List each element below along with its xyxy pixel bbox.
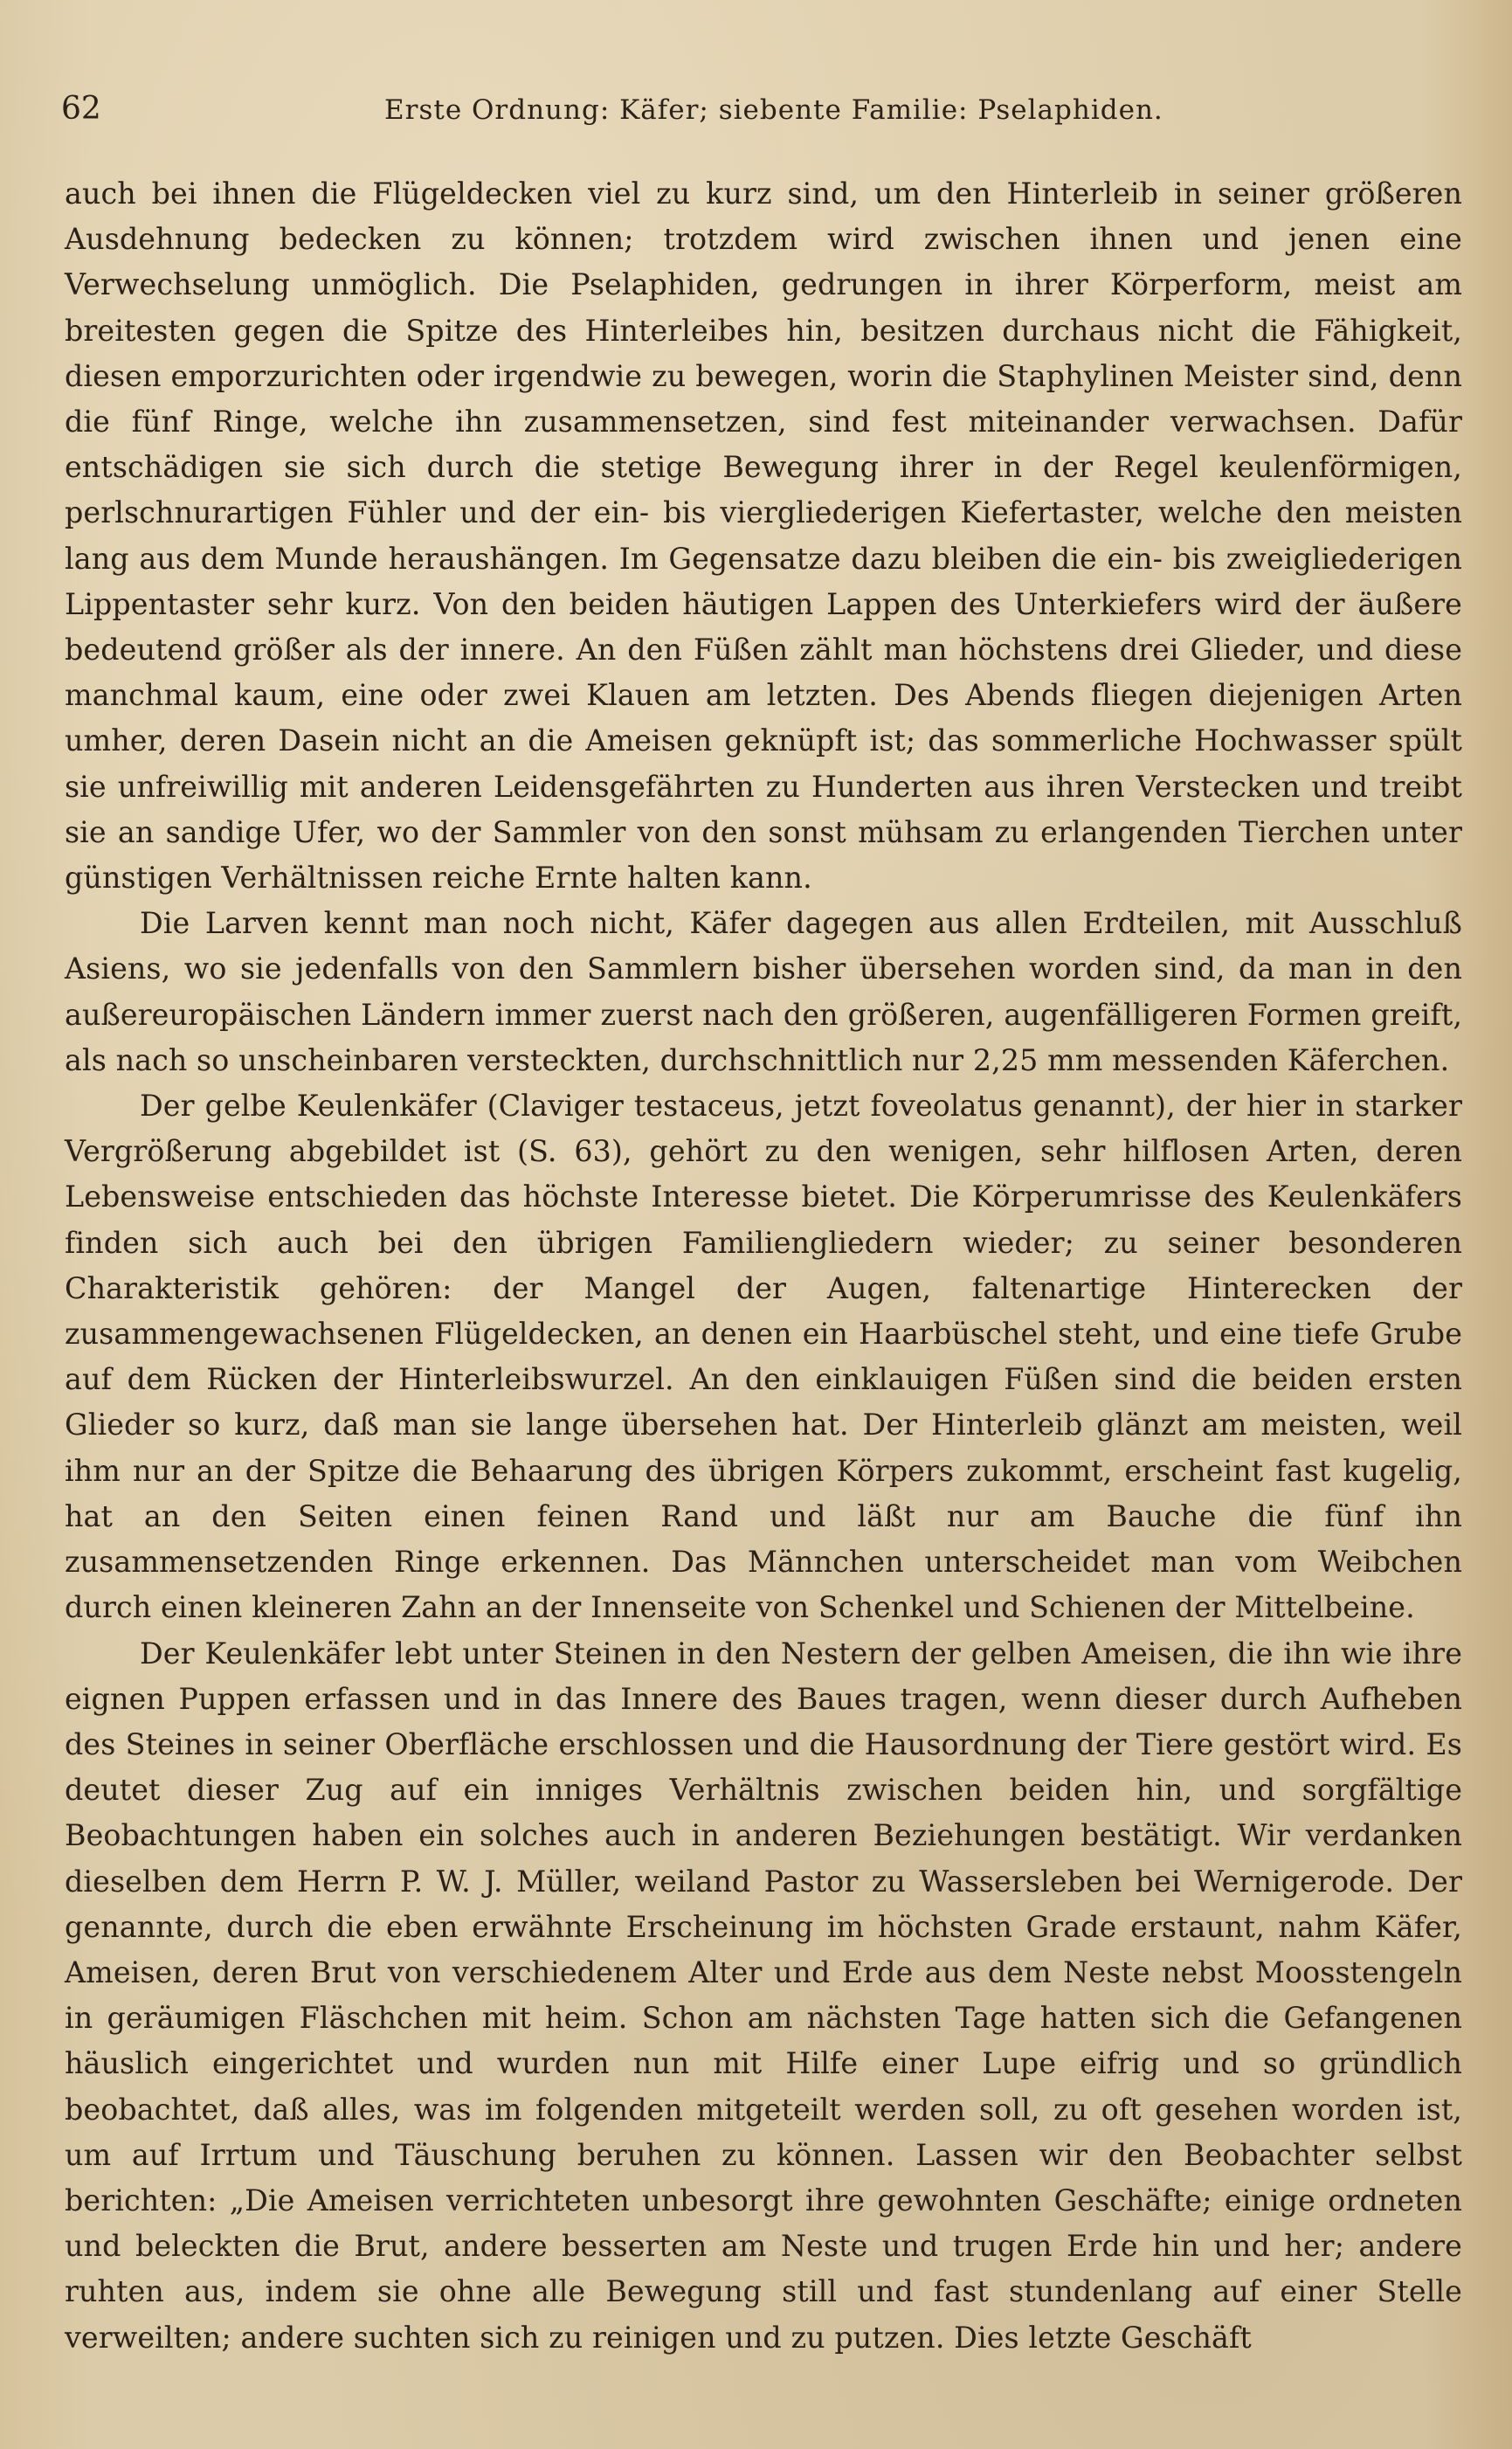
paragraph-larvae-distribution: Die Larven kennt man noch nicht, Käfer dagegen aus allen Erdteilen, mit Ausschluß Asiens, wo sie jedenfalls von den Sammlern bisher übersehen worden sind, da man in den außereuropäischen Ländern immer zuerst nach den größeren, augenfälligeren Formen greift, als nach so unscheinbaren versteckten, durchschnittlich nur 2,25 mm messenden Käferchen. xyxy=(65,906,1462,1077)
paragraph-claviger-behavior: Der Keulenkäfer lebt unter Steinen in den Nestern der gelben Ameisen, die ihn wie ihre eignen Puppen erfassen und in das Innere des Baues tragen, wenn dieser durch Aufheben des Steines in seiner Oberfläche erschlossen und die Hausordnung der Tiere gestört wird. Es deutet dieser Zug auf ein inniges Verhältnis zwischen beiden hin, und sorgfältige Beobachtungen haben ein solches auch in anderen Beziehungen bestätigt. Wir verdanken dieselben dem Herrn P. W. J. Müller, weiland Pastor zu Wassersleben bei Wernigerode. Der genannte, durch die eben erwähnte Erscheinung im höchsten Grade erstaunt, nahm Käfer, Ameisen, deren Brut von verschiedenem Alter und Erde aus dem Neste nebst Moosstengeln in geräumigen Fläschchen mit heim. Schon am nächsten Tage hatten sich die Gefangenen häuslich eingerichtet und wurden nun mit Hilfe einer Lupe eifrig und so gründlich beobachtet, daß alles, was im folgenden mitgeteilt werden soll, zu oft gesehen worden ist, um auf Irrtum und Täuschung beruhen zu können. Lassen wir den Beobachter selbst berichten: „Die Ameisen verrichteten unbesorgt ihre gewohnten Geschäfte; einige ordneten und beleckten die Brut, andere besserten am Neste und trugen Erde hin und her; andere ruhten aus, indem sie ohne alle Bewegung still und fast stundenlang auf einer Stelle verweilten; andere suchten sich zu reinigen und zu putzen. Dies letzte Geschäft xyxy=(65,1636,1462,2355)
page-number: 62 xyxy=(61,91,101,127)
body-text xyxy=(65,171,1462,2361)
running-head: Erste Ordnung: Käfer; siebente Familie: Pselaphiden. xyxy=(384,94,1163,126)
paragraph-pselaphiden-description: auch bei ihnen die Flügeldecken viel zu kurz sind, um den Hinterleib in seiner größeren Ausdehnung bedecken zu können; trotzdem wird zwischen ihnen und jenen eine Verwechselung unmöglich. Die Pselaphiden, gedrungen in ihrer Körperform, meist am breitesten gegen die Spitze des Hinterleibes hin, besitzen durchaus nicht die Fähigkeit, diesen emporzurichten oder irgendwie zu bewegen, worin die Staphylinen Meister sind, denn die fünf Ringe, welche ihn zusammensetzen, sind fest miteinander verwachsen. Dafür entschädigen sie sich durch die stetige Bewegung ihrer in der Regel keulenförmigen, perlschnurartigen Fühler und der ein- bis viergliederigen Kiefertaster, welche den meisten lang aus dem Munde heraushängen. Im Gegensatze dazu bleiben die ein- bis zweigliederigen Lippentaster sehr kurz. Von den beiden häutigen Lappen des Unterkiefers wird der äußere bedeutend größer als der innere. An den Füßen zählt man höchstens drei Glieder, und diese manchmal kaum, eine oder zwei Klauen am letzten. Des Abends fliegen diejenigen Arten umher, deren Dasein nicht an die Ameisen geknüpft ist; das sommerliche Hochwasser spült sie unfreiwillig mit anderen Leidensgefährten zu Hunderten aus ihren Verstecken und treibt sie an sandige Ufer, wo der Sammler von den sonst mühsam zu erlangenden Tierchen unter günstigen Verhältnissen reiche Ernte halten kann. xyxy=(65,176,1462,896)
paragraph-claviger-description: Der gelbe Keulenkäfer (Claviger testaceus, jetzt foveolatus genannt), der hier in starker Vergrößerung abgebildet ist (S. 63), gehört zu den wenigen, sehr hilflosen Arten, deren Lebensweise entschieden das höchste Interesse bietet. Die Körperumrisse des Keulenkäfers finden sich auch bei den übrigen Familiengliedern wieder; zu seiner besonderen Charakteristik gehören: der Mangel der Augen, faltenartige Hinterecken der zusammengewachsenen Flügeldecken, an denen ein Haarbüschel steht, und eine tiefe Grube auf dem Rücken der Hinterleibswurzel. An den einklauigen Füßen sind die beiden ersten Glieder so kurz, daß man sie lange übersehen hat. Der Hinterleib glänzt am meisten, weil ihm nur an der Spitze die Behaarung des übrigen Körpers zukommt, erscheint fast kugelig, hat an den Seiten einen feinen Rand und läßt nur am Bauche die fünf ihn zusammensetzenden Ringe erkennen. Das Männchen unterscheidet man vom Weibchen durch einen kleineren Zahn an der Innenseite von Schenkel und Schienen der Mittelbeine. xyxy=(65,1089,1462,1625)
page-header xyxy=(61,91,1451,135)
